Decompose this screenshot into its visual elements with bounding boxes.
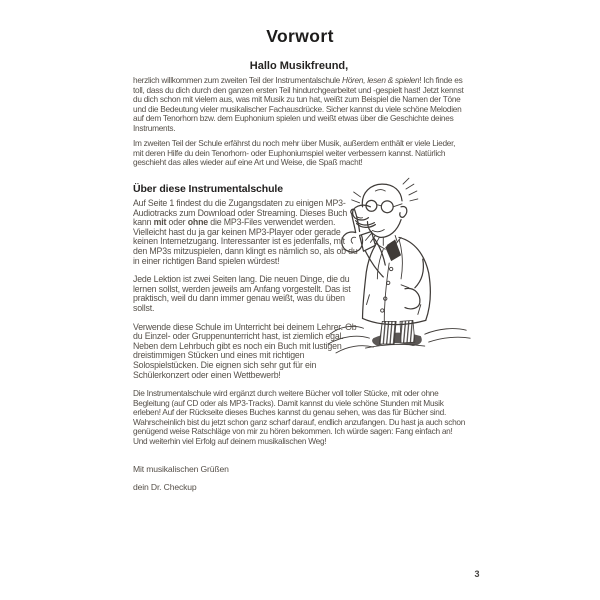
intro-paragraph: herzlich willkommen zum zweiten Teil der Instrumentalschule Hören, lesen & spielen! Ich finde es toll, dass du dich durch den ganzen ersten Teil hindurchgearbeitet und -gespielt hast! Jetzt kennst du dich schon mit vielem aus, was mit Musik zu tun hat, weißt zum Beispiel die Namen der Töne und die Bedeutung vieler musikalischer Fachausdrücke. Sicher kannst du viele schöne Melodien auf dem Tenorhorn bzw. dem Euphonium spielen und weißt etwas über die Geschichte deines Instruments. xyxy=(133,75,464,133)
greeting-heading: Hallo Musikfreund, xyxy=(249,60,349,72)
mouth xyxy=(372,230,384,232)
outro-line-3: Und weiterhin viel Erfolg auf deinem musikalischen Weg! xyxy=(133,435,327,446)
column-paragraph-2: Jede Lektion ist zwei Seiten lang. Die neuen Dinge, die du lernen sollst, werden jeweils am Anfang vorgestellt. Das ist praktisch, weil du dann immer genau weißt, was du üben sollst. xyxy=(133,274,351,313)
section-heading: Über diese Instrumentalschule xyxy=(133,183,283,195)
page-number: 3 xyxy=(474,569,480,579)
tie xyxy=(385,239,401,261)
glasses xyxy=(366,200,402,212)
closing-line: Mit musikalischen Grüßen xyxy=(133,464,229,474)
column-paragraph-1: Auf Seite 1 findest du die Zugangsdaten zu einigen MP3-Audiotracks zum Download oder Streaming. Dieses Buch kann mit oder ohne die MP3-Files verwendet werden. Vielleicht hast du ja gar keinen MP3-Player oder gerade keinen Internetzugang. Interessanter ist es jedenfalls, mit den MP3s mitzuspielen, dann klingt es nämlich so, als ob du in einer richtigen Band spielen würdest! xyxy=(133,198,358,266)
outro-line-2: Wahrscheinlich bist du jetzt schon ganz scharf darauf, endlich anzufangen. Du hast ja auch schon genügend weise Ratschläge von mir zu hören bekommen. Ich würde sagen: Fang einfach an! xyxy=(133,416,466,437)
page-title: Vorwort xyxy=(266,26,334,46)
doctor-head xyxy=(352,178,418,249)
outro-line-1: Die Instrumentalschule wird ergänzt durch weitere Bücher voll toller Stücke, mit oder ohne Begleitung (auf CD oder als MP3-Tracks). Damit kannst du viele schöne Stunden mit Musik erleben! Auf der Rückseite dieses Buches kannst du genau sehen, was das für Bücher sind. xyxy=(133,388,446,418)
outro-paragraph xyxy=(133,389,471,447)
dr-checkup-illustration xyxy=(326,176,484,364)
column-paragraph-3: Verwende diese Schule im Unterricht bei deinem Lehrer. Ob du Einzel- oder Gruppenunterricht hast, ist ziemlich egal. Neben dem Lehrbuch gibt es noch ein Buch mit lustigen dreistimmigen Stücken und eines mit richtigen Solospielstücken. Die eignen sich sehr gut für ein Schülerkonzert oder einen Wettbewerb! xyxy=(133,321,357,380)
second-paragraph: Im zweiten Teil der Schule erfährst du noch mehr über Musik, außerdem enthält er viele Lieder, mit deren Hilfe du dein Tenorhorn- oder Euphoniumspiel weiter verbessern kannst. Natürlich geschieht das alles wieder auf eine Art und Weise, die Spaß macht! xyxy=(133,138,456,168)
ear xyxy=(400,206,407,217)
signature-line: dein Dr. Checkup xyxy=(133,482,197,492)
forehead-wrinkle xyxy=(375,190,385,191)
